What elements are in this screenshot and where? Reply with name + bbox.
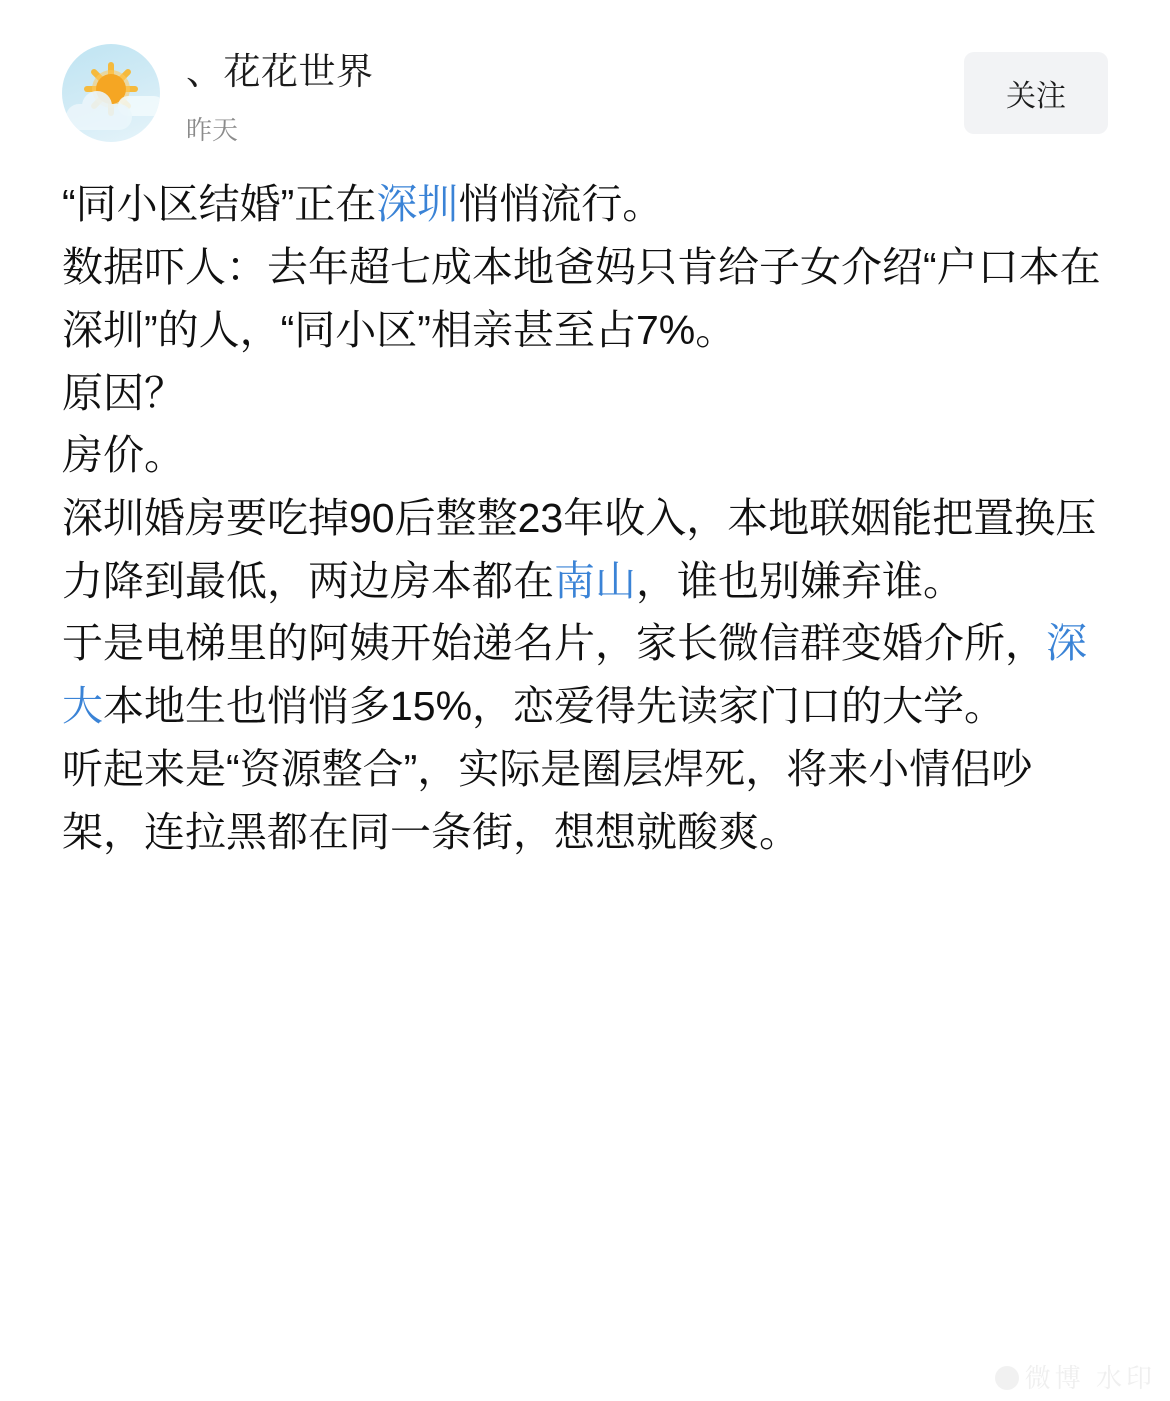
post-paragraph <box>62 173 1112 236</box>
inline-link[interactable]: 深大 <box>62 620 1087 730</box>
paragraph-text: 原因？ <box>62 369 185 416</box>
paragraph-text: 房价。 <box>62 432 185 479</box>
post-paragraph <box>62 236 1112 361</box>
paragraph-text: 本地生也悄悄多15%，恋爱得先读家门口的大学。 <box>103 683 1006 730</box>
paragraph-text: 数据吓人：去年超七成本地爸妈只肯给子女介绍“户口本在深圳”的人，“同小区”相亲甚至占7%。 <box>62 244 1101 353</box>
paragraph-text: ，谁也别嫌弃谁。 <box>636 557 964 604</box>
post-paragraph <box>62 362 1112 425</box>
watermark-text: 微博 水印 <box>1024 1363 1156 1393</box>
inline-link[interactable]: 深圳 <box>376 181 459 228</box>
paragraph-text: 听起来是“资源整合”，实际是圈层焊死，将来小情侣吵架，连拉黑都在同一条街，想想就酸爽。 <box>62 745 1033 855</box>
post-paragraph <box>62 612 1112 737</box>
watermark <box>995 1358 1156 1395</box>
post-header <box>0 0 1170 147</box>
paragraph-text: 深圳婚房要吃掉90后整整23年收入，本地联姻能把置换压力降到最低，两边房本都在 <box>62 494 1097 604</box>
cloud-icon <box>66 104 132 130</box>
post-timestamp: 昨天 <box>186 115 239 146</box>
post-paragraph <box>62 738 1112 863</box>
watermark-logo-icon <box>995 1366 1019 1390</box>
follow-button[interactable]: 关注 <box>964 52 1108 134</box>
author-name[interactable]: 、花花世界 <box>186 51 374 92</box>
author-meta <box>186 44 374 147</box>
avatar[interactable] <box>62 44 160 142</box>
post-body <box>0 147 1170 863</box>
post-paragraph <box>62 487 1112 612</box>
paragraph-text: 于是电梯里的阿姨开始递名片，家长微信群变婚介所， <box>62 620 1046 667</box>
paragraph-text: “同小区结婚”正在 <box>62 181 377 228</box>
post-paragraph <box>62 424 1112 487</box>
inline-link[interactable]: 南山 <box>554 557 636 604</box>
paragraph-text: 悄悄流行。 <box>458 181 664 228</box>
